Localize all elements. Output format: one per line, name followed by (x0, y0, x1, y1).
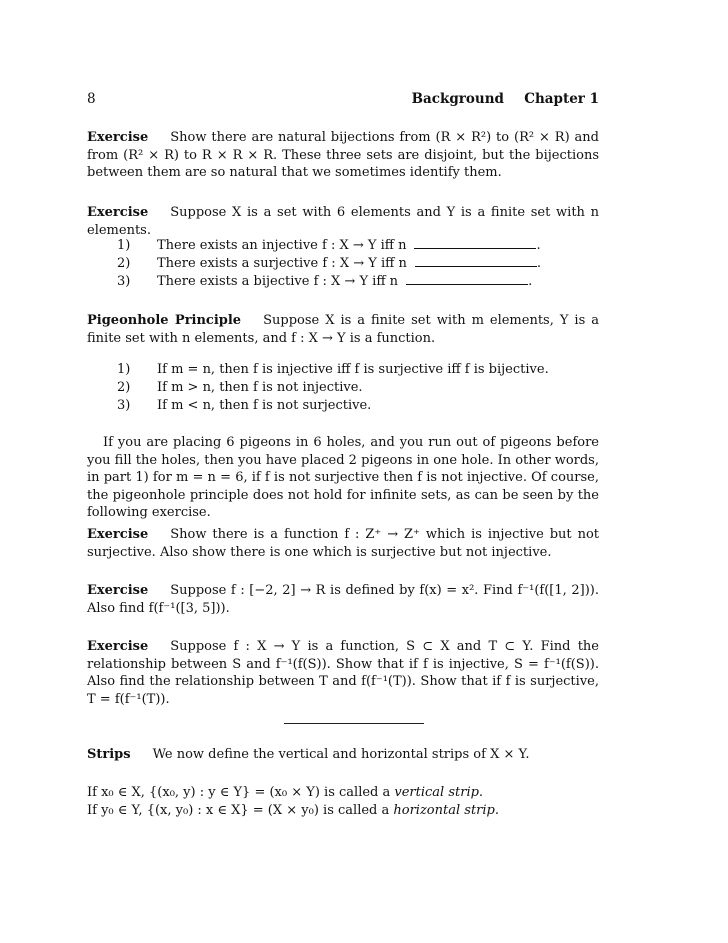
vertical-strip-line: If x₀ ∈ X, {(x₀, y) : y ∈ Y} = (x₀ × Y) is called a vertical strip. (87, 785, 484, 800)
exercise-integers (87, 526, 599, 561)
exercise-bijections (87, 129, 599, 182)
list-item: 1) If m = n, then f is injective iff f is surjective iff f is bijective. (117, 362, 549, 377)
principle-label: Pigeonhole Principle (87, 313, 242, 328)
chapter-title: Chapter 1 (524, 91, 599, 107)
exercise-relationship (87, 638, 599, 708)
strips-label: Strips (87, 747, 131, 762)
page-header (87, 91, 599, 109)
exercise-text: Suppose f : [−2, 2] → R is defined by f(x) = x². Find f⁻¹(f([1, 2])). Also find f(f⁻¹([3, 5])). (87, 583, 599, 616)
exercise-label: Exercise (87, 527, 149, 542)
strips-lines (87, 784, 599, 820)
exercise-label: Exercise (87, 639, 149, 654)
strips-text: We now define the vertical and horizontal strips of X × Y. (152, 747, 530, 762)
exercise-items-list (117, 237, 597, 291)
answer-blank (406, 273, 528, 285)
strips-definition (87, 746, 599, 764)
horizontal-strip-line: If y₀ ∈ Y, {(x, y₀) : x ∈ X} = (X × y₀) is called a horizontal strip. (87, 803, 499, 818)
exercise-text: Show there are natural bijections from (R × R²) to (R² × R) and from (R² × R) to R × R × R. These three sets are disjoint, but the bijections between them are so natural that we sometimes identify them. (87, 130, 599, 180)
principle-text: Suppose X is a finite set with m elements, Y is a finite set with n elements, and f : X → Y is a function. (87, 313, 599, 346)
list-item: 2) There exists a surjective f : X → Y iff n . (117, 256, 541, 271)
exercise-label: Exercise (87, 583, 149, 598)
section-title: Background (411, 91, 504, 107)
answer-blank (414, 237, 536, 249)
list-item: 2) If m > n, then f is not injective. (117, 380, 363, 395)
exercise-finite-sets (87, 204, 599, 239)
list-item: 3) If m < n, then f is not surjective. (117, 398, 372, 413)
exercise-text: Suppose X is a set with 6 elements and Y is a finite set with n elements. (87, 205, 599, 238)
section-divider (284, 723, 424, 724)
list-item: 3) There exists a bijective f : X → Y iff n . (117, 274, 533, 289)
pigeon-paragraph: If you are placing 6 pigeons in 6 holes, and you run out of pigeons before you fill the holes, then you have placed 2 pigeons in one hole. In other words, in part 1) for m = n = 6, if f is not surjective then f is not injective. Of course, the pigeonhole principle does not hold for infinite sets, as can be seen by the following exercise. (87, 435, 599, 520)
exercise-label: Exercise (87, 205, 149, 220)
exercise-label: Exercise (87, 130, 149, 145)
principle-items-list (117, 361, 597, 415)
list-item: 1) There exists an injective f : X → Y iff n . (117, 238, 541, 253)
exercise-preimage (87, 582, 599, 617)
page-number: 8 (87, 91, 96, 107)
answer-blank (415, 255, 537, 267)
pigeonhole-principle (87, 312, 599, 347)
exercise-text: Suppose f : X → Y is a function, S ⊂ X and T ⊂ Y. Find the relationship between S and f⁻¹(f(S)). Show that if f is injective, S = f⁻¹(f(S)). Also find the relationship between T and f(f⁻¹(T)). Show that if f is surjective, T = f(f⁻¹(T)). (87, 639, 599, 707)
exercise-text: Show there is a function f : Z⁺ → Z⁺ which is injective but not surjective. Also show there is one which is surjective but not injective. (87, 527, 599, 560)
